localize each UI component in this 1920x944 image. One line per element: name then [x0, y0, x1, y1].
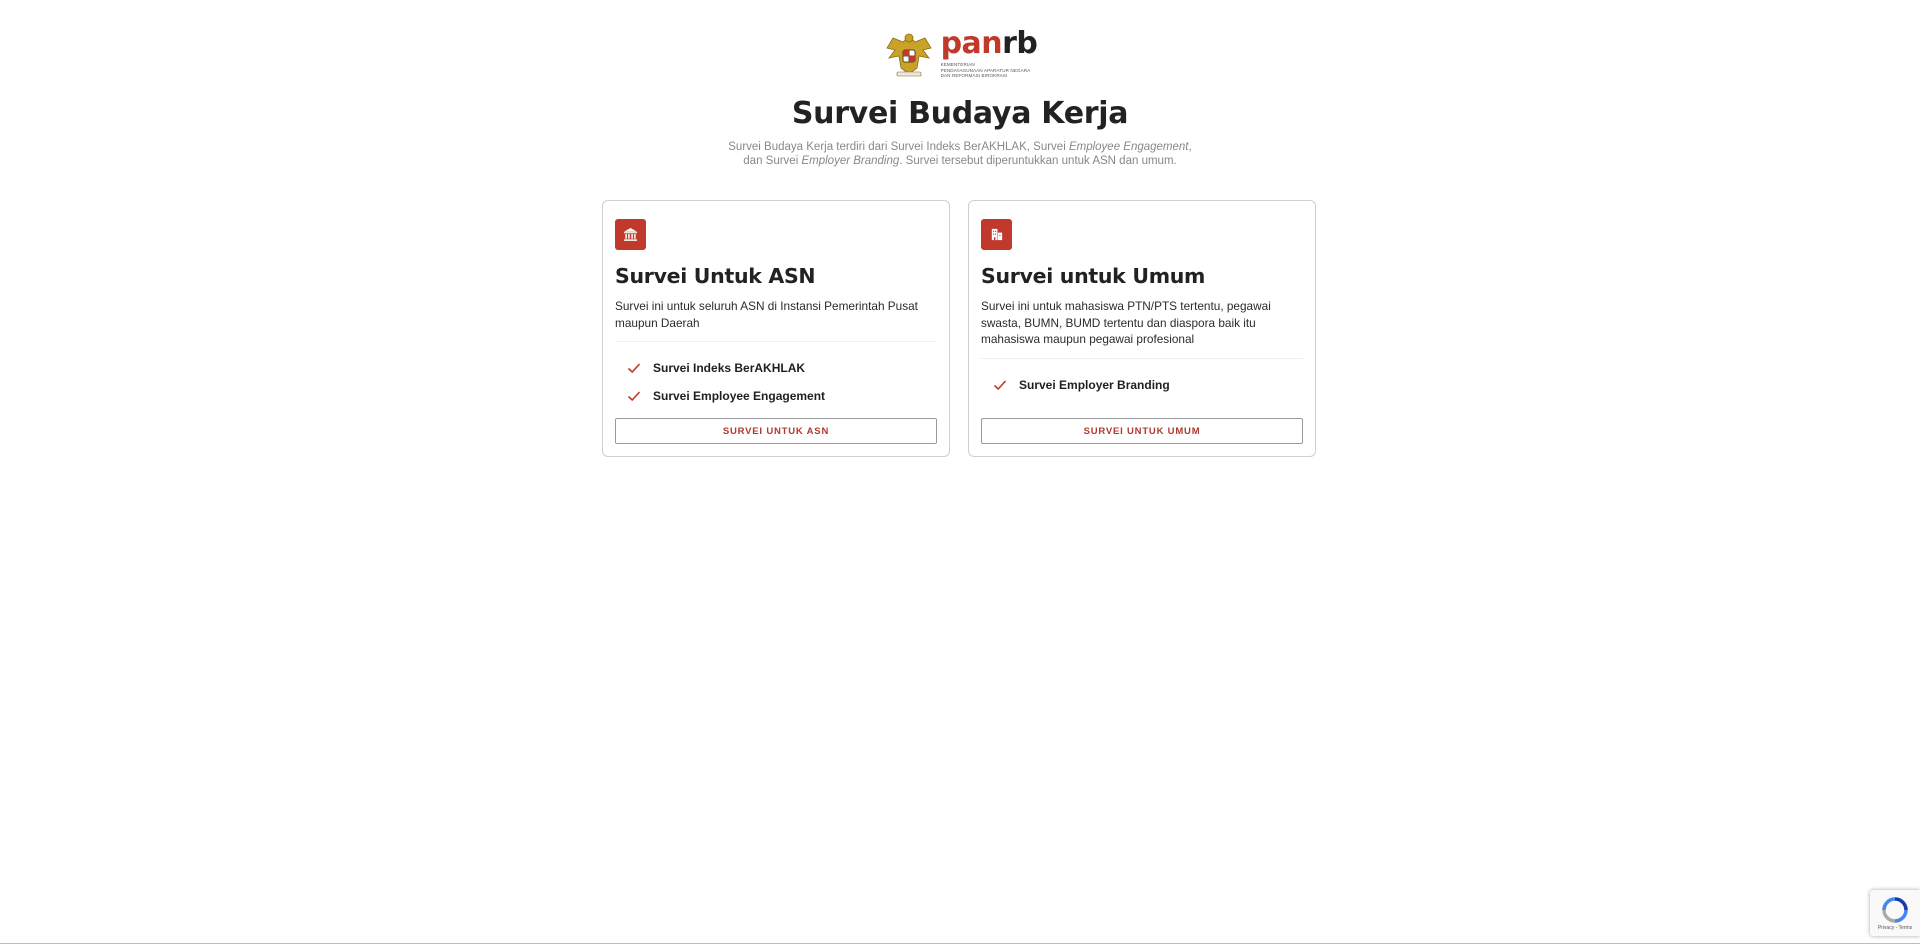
list-item	[627, 354, 937, 382]
recaptcha-badge[interactable]	[1870, 890, 1920, 936]
page-description: Survei Budaya Kerja terdiri dari Survei Indeks BerAKHLAK, Survei Employee Engagement, dan Survei Employer Branding. Survei tersebut diperuntukkan untuk ASN dan umum.	[728, 141, 1192, 167]
survei-untuk-asn-button[interactable]: SURVEI UNTUK ASN	[615, 418, 937, 444]
feature-list	[981, 371, 1303, 399]
card-title: Survei Untuk ASN	[615, 264, 816, 288]
card-icon-badge	[981, 219, 1012, 250]
logo-subtitle: KEMENTERIAN PENDAYAGUNAAN APARATUR NEGARA DAN REFORMASI BIROKRASI	[940, 62, 1031, 79]
page-header	[0, 0, 1920, 168]
feature-list	[615, 354, 937, 410]
survey-card-asn	[602, 200, 950, 457]
card-description: Survei ini untuk mahasiswa PTN/PTS tertentu, pegawai swasta, BUMN, BUMD tertentu dan diaspora baik itu mahasiswa maupun pegawai profesional	[981, 298, 1303, 359]
survei-untuk-umum-button[interactable]: SURVEI UNTUK UMUM	[981, 418, 1303, 444]
card-title: Survei untuk Umum	[981, 264, 1206, 288]
garuda-emblem-icon	[883, 28, 935, 80]
feature-label: Survei Employee Engagement	[653, 389, 826, 403]
check-icon	[993, 378, 1007, 392]
recaptcha-links[interactable]: Privacy - Terms	[1877, 924, 1913, 931]
building-icon	[989, 227, 1004, 242]
panrb-logo	[883, 28, 1038, 80]
list-item	[627, 382, 937, 410]
logo-wordmark: panrb	[940, 26, 1038, 62]
card-description: Survei ini untuk seluruh ASN di Instansi Pemerintah Pusat maupun Daerah	[615, 298, 937, 342]
feature-label: Survei Indeks BerAKHLAK	[653, 361, 806, 375]
check-icon	[627, 389, 641, 403]
bank-icon	[623, 227, 638, 242]
check-icon	[627, 361, 641, 375]
page-title: Survei Budaya Kerja	[791, 96, 1129, 131]
card-icon-badge	[615, 219, 646, 250]
survey-card-umum	[968, 200, 1316, 457]
recaptcha-icon	[1881, 896, 1909, 924]
feature-label: Survei Employer Branding	[1019, 377, 1170, 392]
list-item	[993, 371, 1303, 399]
